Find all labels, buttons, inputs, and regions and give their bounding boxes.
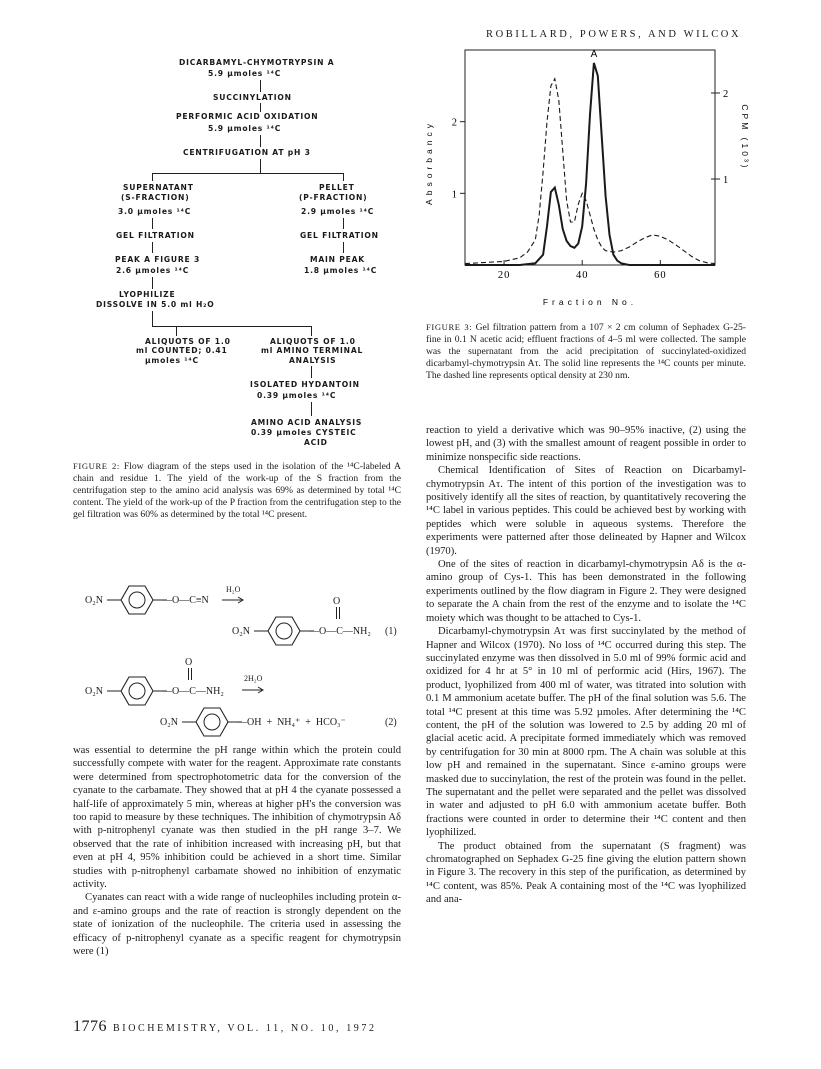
y-left-axis-label: Absorbancy xyxy=(424,120,434,205)
journal-citation: BIOCHEMISTRY, VOL. 11, NO. 10, 1972 xyxy=(113,1023,377,1034)
flow-node-aliquots-amino: ALIQUOTS OF 1.0 xyxy=(270,337,356,346)
flow-node-pellet-amount: 2.9 µmoles ¹⁴C xyxy=(301,207,375,216)
paragraph: Dicarbamyl-chymotrypsin Aτ was first succinylated by the method of Hapner and Wilcox (1970). No loss of ¹⁴C occurred during this step. The succinylated enzyme was then dissolved in 5.0 ml of 99% formic acid and oxidized for 4 hr at 5° in 10 ml of performic acid (Hirs, 1967). The product, lyophilized from 400 ml of water, was titrated into solution with 0.1 M ammonium acetate buffer. The pH of the final solution was 5.6. The total ¹⁴C present at this time was 5.92 µmoles. After determining the ¹⁴C content, the pH of the solution was lowered to 2.5 by adding 20 ml of glacial acetic acid. A precipitate formed immediately which was removed by centrifugation for 30 min at 8000 rpm. The A chain was soluble at this low pH and remained in the supernatant. Since ε-amino groups were masked due to succinylation, the rest of the protein was found in the pellet. The supernatant and the pellet were separated and the pellet was dissolved in water and adjusted to pH 6.0 with ammonium acetate buffer. Both fractions were counted in order to determine their ¹⁴C content and then lyophilized. xyxy=(426,626,746,839)
flow-node-peak-a: PEAK A FIGURE 3 xyxy=(115,255,201,264)
paragraph: Chemical Identification of Sites of Reaction on Dicarbamyl-chymotrypsin Aτ. The intent of this portion of the investigation was to positively identify all the sites of reaction, by quantitatively recovering the ¹⁴C label in various peptides. This could be achieved best by working with peptides which were soluble in aqueous systems. Therefore the experiments were patterned after those delineated by Hapner and Wilcox (1970). xyxy=(426,465,746,557)
flow-node-main-peak: MAIN PEAK xyxy=(310,255,365,264)
y-right-tick-label: 1 xyxy=(723,175,729,186)
nitro-group-label: O₂N xyxy=(232,626,250,637)
paragraph: was essential to determine the pH range within which the protein could successfully compete with water for the reagent. Approximate rate constants were determined from spectrophotometric data for the conversion of the cyanate to the carbamate. They showed that at pH 4 the cyanate possessed a half-life of approximately 5 min, whereas at higher pH's the conversion was too rapid to measure by these techniques. The inhibition of chymotrypsin Aδ with p-nitrophenyl cyanate was then studied in the pH range 3–7. We observed that the rate of inhibition increased with increasing pH, but that even at pH 4, 95% inhibition could be achieved in a short time. Similar studies with p-nitrophenyl carbamate showed no inhibition of enzymatic activity. xyxy=(73,745,401,891)
benzene-ring-icon xyxy=(107,582,167,618)
flow-node-aliquots-amino-2: ml AMINO TERMINAL xyxy=(261,346,364,355)
figure2-caption-text: Flow diagram of the steps used in the isolation of the ¹⁴C-labeled A chain and residue 1. The yield of the work-up of the S fraction from the centrifugation step to the amino acid analysis was 69% as determined by total ¹⁴C content. The yield of the work-up of the P fraction from the centrifugation step to the gel filtration was 60% as determined by the total ¹⁴C present. xyxy=(73,461,401,520)
figure2-caption xyxy=(73,460,401,521)
flow-node-cysteic-acid: 0.39 µmoles CYSTEIC xyxy=(251,428,357,437)
nitro-group-label: O₂N xyxy=(85,686,103,697)
figure3-caption-text: Gel filtration pattern from a 107 × 2 cm column of Sephadex G-25-fine in 0.1 N acetic acid; effluent fractions of 4–5 ml were collected. The sample was the supernatant from the acid precipitation of succinylated-oxidized dicarbamyl-chymotrypsin Aτ. The solid line represents the ¹⁴C counts per minute. The dashed line represents optical density at 230 nm. xyxy=(426,322,746,381)
flow-node-oxidation: PERFORMIC ACID OXIDATION xyxy=(176,112,319,121)
flow-node-pellet: PELLET xyxy=(319,183,355,192)
benzene-ring-icon xyxy=(107,673,167,709)
flow-node-start-amount: 5.9 µmoles ¹⁴C xyxy=(208,69,282,78)
arrow-icon xyxy=(242,686,266,694)
flow-node-supernatant-amount: 3.0 µmoles ¹⁴C xyxy=(118,207,192,216)
nitro-group-label: O₂N xyxy=(160,717,178,728)
arrow-icon xyxy=(222,596,246,604)
flow-node-acid: ACID xyxy=(304,438,328,447)
y-right-tick-label: 2 xyxy=(723,89,729,100)
flow-node-gel-filtration-s: GEL FILTRATION xyxy=(116,231,195,240)
flow-node-peak-a-amount: 2.6 µmoles ¹⁴C xyxy=(116,266,190,275)
flow-node-aliquots-counted: ALIQUOTS OF 1.0 xyxy=(145,337,231,346)
x-tick-label: 40 xyxy=(575,270,589,281)
flow-node-succinylation: SUCCINYLATION xyxy=(213,93,292,102)
equation-number-1: (1) xyxy=(385,626,397,637)
flow-node-main-peak-amount: 1.8 µmoles ¹⁴C xyxy=(304,266,378,275)
running-title: ROBILLARD, POWERS, AND WILCOX xyxy=(486,29,742,40)
page-number: 1776 xyxy=(73,1018,107,1035)
paragraph: One of the sites of reaction in dicarbamyl-chymotrypsin Aδ is the α-amino group of Cys-1. This has been demonstrated in the following experiments outlined by the flow diagram in Figure 2. They were designed to separate the A chain from the rest of the enzyme and to isolate the ¹⁴C moiety which was thought to be attached to Cys-1. xyxy=(426,559,746,624)
x-tick-label: 20 xyxy=(497,270,511,281)
series-cpm-line xyxy=(465,63,715,265)
carbonyl-oxygen-label: O xyxy=(185,657,193,668)
flow-node-p-fraction: (P-FRACTION) xyxy=(299,193,368,202)
flow-node-aliquots-amino-3: ANALYSIS xyxy=(289,356,337,365)
y-left-tick-label: 1 xyxy=(451,189,457,201)
flow-node-supernatant: SUPERNATANT xyxy=(123,183,194,192)
paragraph: Cyanates can react with a wide range of nucleophiles including protein α- and ε-amino groups and the rate of reaction is strongly dependent on the state of ionization of the nucleophile. The criteria used in assessing the efficacy of p-nitrophenyl cyanate as a specific reagent for chymotrypsin were (1) xyxy=(73,892,401,958)
peak-label: A xyxy=(590,48,598,60)
figure3-caption-lead: FIGURE 3: xyxy=(426,322,473,332)
carbonyl-oxygen-label: O xyxy=(333,596,341,607)
water-reagent-label: H₂O xyxy=(226,585,241,594)
benzene-ring-icon xyxy=(254,613,314,649)
products-label: —OH + NH₄⁺ + HCO₃⁻ xyxy=(237,717,346,728)
left-column-text xyxy=(73,744,401,959)
flow-node-dissolve: DISSOLVE IN 5.0 ml H₂O xyxy=(96,300,215,309)
flow-node-aliquots-counted-2: ml COUNTED; 0.41 xyxy=(136,346,228,355)
x-tick-label: 60 xyxy=(654,270,667,281)
flow-node-amino-acid-analysis: AMINO ACID ANALYSIS xyxy=(251,418,363,427)
flow-node-hydantoin: ISOLATED HYDANTOIN xyxy=(250,380,360,389)
figure3-caption xyxy=(426,321,746,382)
flow-node-centrifugation: CENTRIFUGATION AT pH 3 xyxy=(183,148,311,157)
page-footer xyxy=(73,1018,377,1036)
carbamate-group-label: —O—C—NH₂ xyxy=(162,686,224,697)
equation-number-2: (2) xyxy=(385,717,397,728)
flow-node-lyophilize: LYOPHILIZE xyxy=(119,290,176,299)
flow-node-gel-filtration-p: GEL FILTRATION xyxy=(300,231,379,240)
cyanate-group-label: —O—C≡N xyxy=(162,595,209,606)
flow-node-start: DICARBAMYL-CHYMOTRYPSIN A xyxy=(179,58,335,67)
right-column-text xyxy=(426,424,746,907)
flow-node-oxidation-amount: 5.9 µmoles ¹⁴C xyxy=(208,124,282,133)
flow-node-aliquots-counted-3: µmoles ¹⁴C xyxy=(145,356,199,365)
y-left-tick-label: 2 xyxy=(451,117,457,129)
y-right-axis-label: CPM (10³) xyxy=(740,104,750,171)
water-reagent-label: 2H₂O xyxy=(244,674,263,683)
figure2-caption-lead: FIGURE 2: xyxy=(73,461,120,471)
x-axis-label: Fraction No. xyxy=(542,297,638,307)
plot-frame xyxy=(465,50,715,265)
nitro-group-label: O₂N xyxy=(85,595,103,606)
paragraph: reaction to yield a derivative which was 90–95% inactive, (2) using the lowest pH, and (3) with the smallest amount of reagent possible in order to minimize nonspecific side reactions. xyxy=(426,425,746,463)
paragraph: The product obtained from the supernatant (S fragment) was chromatographed on Sephadex G-25 fine giving the elution pattern shown in Figure 3. The recovery in this step of the purification, as determined by ¹⁴C content, was 85%. Peak A containing most of the ¹⁴C was lyophilized and ana- xyxy=(426,840,746,906)
flow-node-hydantoin-amount: 0.39 µmoles ¹⁴C xyxy=(257,391,337,400)
benzene-ring-icon xyxy=(182,704,242,740)
flow-node-s-fraction: (S-FRACTION) xyxy=(121,193,190,202)
gel-filtration-chart xyxy=(420,40,750,308)
carbamate-group-label: —O—C—NH₂ xyxy=(309,626,371,637)
